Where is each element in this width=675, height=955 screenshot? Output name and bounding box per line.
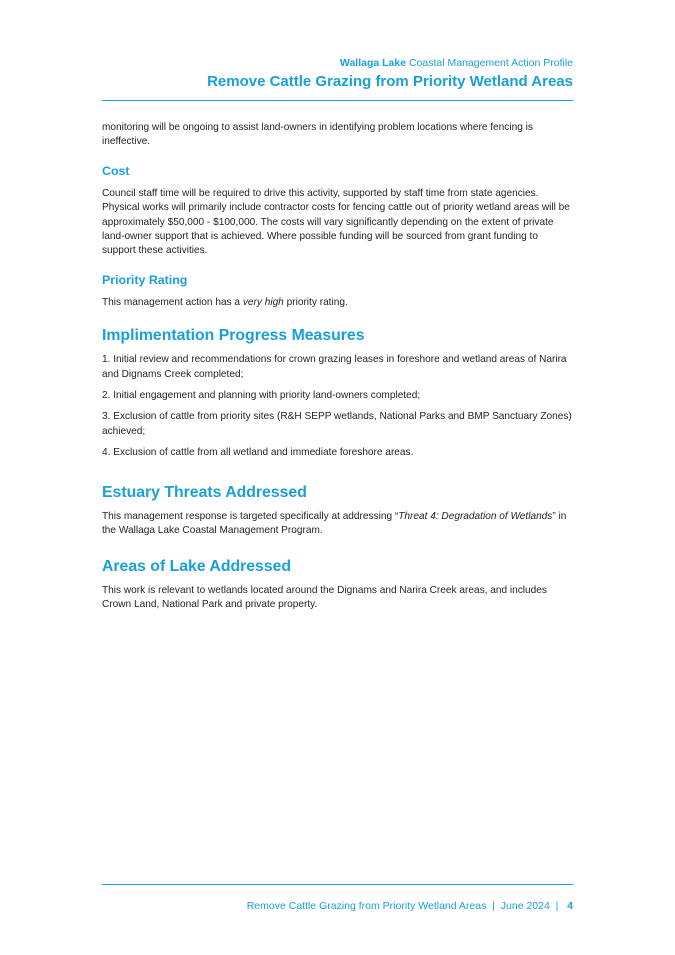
threats-heading: Estuary Threats Addressed: [102, 483, 307, 501]
progress-item: 3. Exclusion of cattle from priority sites (R&H SEPP wetlands, National Parks and BMP Sanctuary Zones) achieved;: [102, 411, 572, 437]
intro-paragraph: monitoring will be ongoing to assist land-owners in identifying problem locations where fencing is ineffective.: [102, 122, 533, 148]
footer-divider: [102, 884, 573, 885]
header-lake-name: Wallaga Lake: [339, 57, 407, 69]
cost-heading: Cost: [102, 163, 130, 178]
areas-heading: Areas of Lake Addressed: [102, 557, 292, 575]
progress-item: 2. Initial engagement and planning with priority land-owners completed;: [102, 390, 421, 402]
progress-item: 1. Initial review and recommendations for crown grazing leases in foreshore and wetland areas of Narira and Dignams Creek completed;: [102, 354, 567, 380]
footer-title: Remove Cattle Grazing from Priority Wetland Areas: [246, 900, 487, 912]
cost-paragraph: Council staff time will be required to drive this activity, supported by staff time from state agencies. Physical works will primarily include contractor costs for fencing cattle out of priority wetland areas will be approximately $50,000 - $100,000. The costs will vary significantly depending on the extent of private land-owner support that is achieved. Where possible funding will be sourced from grant funding to support these activities.: [102, 187, 570, 257]
priority-paragraph: [102, 296, 574, 310]
footer-date: June 2024: [500, 900, 550, 912]
page-footer: Remove Cattle Grazing from Priority Wetland Areas | June 2024 | 4: [246, 900, 573, 912]
progress-heading: Implimentation Progress Measures: [102, 327, 365, 345]
header-subtitle: [207, 56, 573, 70]
threats-text-before: This management response is targeted specifically at addressing “: [102, 510, 399, 522]
priority-text-after: priority rating.: [283, 296, 348, 308]
priority-text-before: This management action has a: [102, 296, 243, 308]
priority-emphasis: very high: [242, 296, 284, 308]
progress-item: 4. Exclusion of cattle from all wetland and immediate foreshore areas.: [102, 447, 414, 459]
document-body: [102, 121, 574, 619]
threats-text-after: ” in the Wallaga Lake Coastal Management Program.: [102, 510, 567, 537]
threats-emphasis: Threat 4: Degradation of Wetlands: [398, 510, 553, 522]
areas-paragraph: This work is relevant to wetlands located around the Dignams and Narira Creek areas, and includes Crown Land, National Park and private property.: [102, 584, 547, 610]
threats-paragraph: [102, 510, 574, 539]
page-number: 4: [567, 900, 573, 912]
header-divider: [102, 100, 573, 101]
priority-heading: Priority Rating: [102, 272, 188, 287]
header-profile-label: Coastal Management Action Profile: [408, 57, 573, 69]
page-title: Remove Cattle Grazing from Priority Wetland Areas: [207, 73, 573, 90]
page-header: [207, 56, 573, 91]
